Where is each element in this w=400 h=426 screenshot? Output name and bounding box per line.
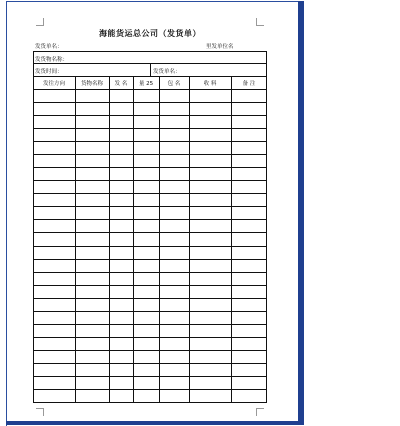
- table-row: [33, 141, 267, 142]
- column-header: 备 注: [242, 81, 256, 87]
- column-header: 发往方向: [42, 81, 65, 87]
- table-row: [33, 324, 267, 325]
- receiver-label: 发货单名：: [153, 69, 181, 75]
- table-row: [33, 350, 267, 351]
- table-row: [33, 272, 267, 273]
- table-row: [33, 167, 267, 168]
- table-row: [33, 193, 267, 194]
- table-row: [33, 180, 267, 181]
- table-row: [33, 232, 267, 233]
- table-row: [33, 128, 267, 129]
- column-divider: [133, 76, 134, 402]
- crop-mark-top-right: [256, 18, 264, 26]
- crop-mark-bottom-right: [256, 408, 264, 416]
- table-row: [33, 311, 267, 312]
- table-row: [33, 246, 267, 247]
- ship-time-label: 发货时间：: [35, 69, 63, 75]
- column-header: 收 料: [203, 81, 217, 87]
- column-header: 发 名: [114, 81, 128, 87]
- table-row: [33, 363, 267, 364]
- column-divider: [109, 76, 110, 402]
- table-row: [33, 102, 267, 103]
- table-row: [33, 389, 267, 390]
- table-row: [33, 115, 267, 116]
- goods-name-label: 发货物名称：: [35, 57, 69, 63]
- form-divider: [150, 63, 151, 76]
- page-edge-right: [298, 1, 304, 425]
- document-title: 海能货运总公司（发货单）: [99, 29, 201, 38]
- table-row: [33, 259, 267, 260]
- column-divider: [159, 76, 160, 402]
- table-row: [33, 298, 267, 299]
- column-divider: [189, 76, 190, 402]
- column-divider: [231, 76, 232, 402]
- table-row: [33, 376, 267, 377]
- receiver-unit-label: 里发单位名: [206, 44, 234, 50]
- table-row: [33, 285, 267, 286]
- table-row: [33, 337, 267, 338]
- column-header: 量 25: [138, 81, 154, 87]
- crop-mark-top-left: [36, 18, 44, 26]
- column-divider: [75, 76, 76, 402]
- table-row: [33, 206, 267, 207]
- column-header: 包 名: [167, 81, 181, 87]
- table-row: [33, 219, 267, 220]
- column-header: 货物名称: [80, 81, 103, 87]
- page-edge-bottom: [6, 421, 304, 425]
- crop-mark-bottom-left: [36, 408, 44, 416]
- shipper-name-label: 发货单名：: [35, 44, 63, 50]
- table-row: [33, 154, 267, 155]
- header-divider: [33, 89, 267, 90]
